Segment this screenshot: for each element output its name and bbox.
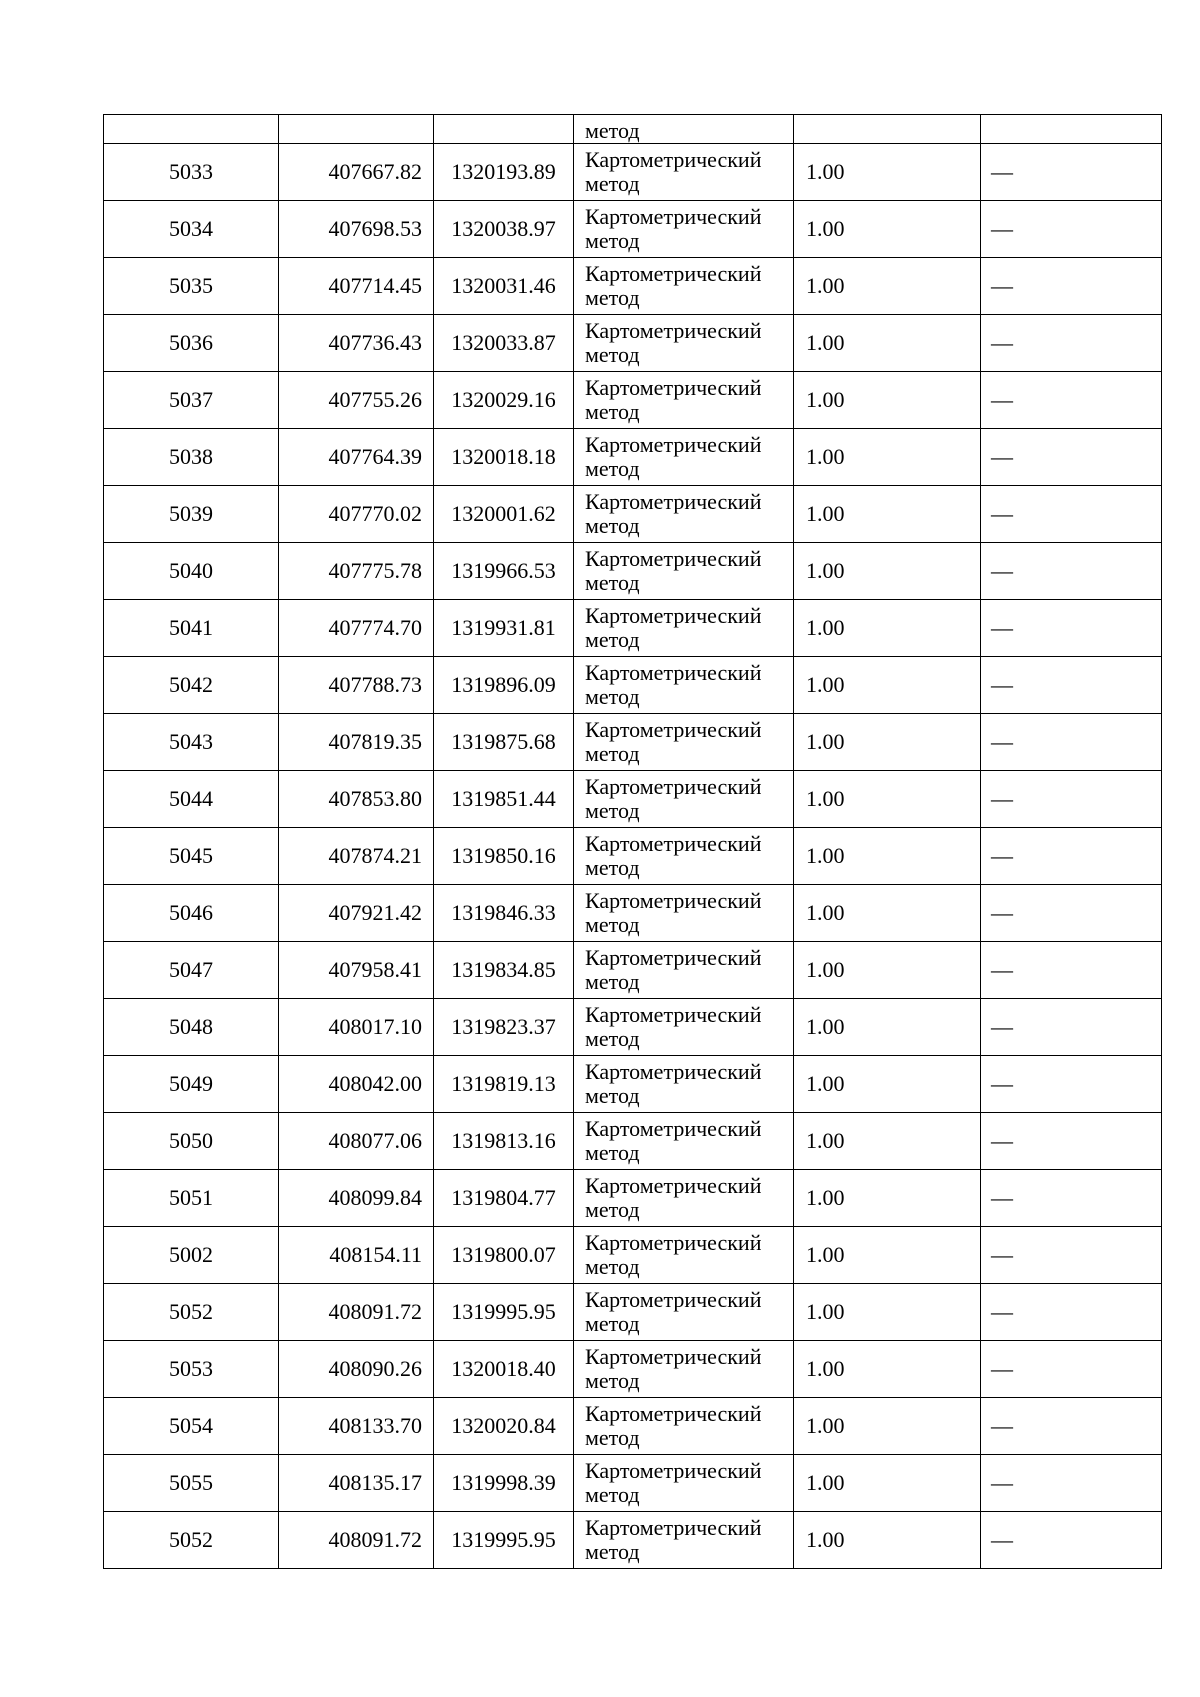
x-coordinate-cell: 407770.02 — [279, 486, 434, 543]
point-number-cell: 5041 — [104, 600, 279, 657]
precision-cell: 1.00 — [794, 1113, 981, 1170]
method-line-2: метод — [585, 798, 640, 823]
method-line-1: Картометрический — [585, 1401, 762, 1426]
method-cell — [574, 657, 794, 714]
table-row — [104, 258, 1162, 315]
description-dash: — — [991, 1413, 1013, 1438]
description-cell — [981, 1455, 1162, 1512]
method-line-2: метод — [585, 741, 640, 766]
method-line-1: Картометрический — [585, 1116, 762, 1141]
method-line-2: метод — [585, 285, 640, 310]
table-row — [104, 1170, 1162, 1227]
continuation-cell-x — [279, 115, 434, 144]
description-cell — [981, 543, 1162, 600]
method-line-2: метод — [585, 570, 640, 595]
y-coordinate-cell: 1320020.84 — [434, 1398, 574, 1455]
method-line-1: Картометрический — [585, 204, 762, 229]
x-coordinate-cell: 408133.70 — [279, 1398, 434, 1455]
method-cell — [574, 1455, 794, 1512]
description-dash: — — [991, 273, 1013, 298]
precision-cell: 1.00 — [794, 771, 981, 828]
x-coordinate-cell: 407853.80 — [279, 771, 434, 828]
y-coordinate-cell: 1319813.16 — [434, 1113, 574, 1170]
table-row — [104, 657, 1162, 714]
point-number-cell: 5052 — [104, 1284, 279, 1341]
table-row — [104, 1056, 1162, 1113]
description-cell — [981, 771, 1162, 828]
method-line-1: Картометрический — [585, 375, 762, 400]
description-cell — [981, 1227, 1162, 1284]
x-coordinate-cell: 407774.70 — [279, 600, 434, 657]
coordinates-sheet — [103, 114, 1161, 1569]
point-number-cell: 5033 — [104, 144, 279, 201]
description-dash: — — [991, 1299, 1013, 1324]
x-coordinate-cell: 407874.21 — [279, 828, 434, 885]
method-line-2: метод — [585, 1539, 640, 1564]
description-dash: — — [991, 843, 1013, 868]
method-line-2: метод — [585, 855, 640, 880]
point-number-cell: 5042 — [104, 657, 279, 714]
method-line-2: метод — [585, 1254, 640, 1279]
method-line-1: Картометрический — [585, 660, 762, 685]
x-coordinate-cell: 408017.10 — [279, 999, 434, 1056]
table-row — [104, 144, 1162, 201]
y-coordinate-cell: 1319834.85 — [434, 942, 574, 999]
method-cell — [574, 201, 794, 258]
precision-cell: 1.00 — [794, 1056, 981, 1113]
method-line-1: Картометрический — [585, 489, 762, 514]
description-cell — [981, 1113, 1162, 1170]
x-coordinate-cell: 408099.84 — [279, 1170, 434, 1227]
description-dash: — — [991, 444, 1013, 469]
continuation-cell-description — [981, 115, 1162, 144]
description-dash: — — [991, 159, 1013, 184]
x-coordinate-cell: 407775.78 — [279, 543, 434, 600]
continuation-row — [104, 115, 1162, 144]
y-coordinate-cell: 1319800.07 — [434, 1227, 574, 1284]
method-line-2: метод — [585, 171, 640, 196]
method-line-1: Картометрический — [585, 945, 762, 970]
point-number-cell: 5053 — [104, 1341, 279, 1398]
precision-cell: 1.00 — [794, 999, 981, 1056]
x-coordinate-cell: 407755.26 — [279, 372, 434, 429]
description-dash: — — [991, 1071, 1013, 1096]
y-coordinate-cell: 1319995.95 — [434, 1512, 574, 1569]
y-coordinate-cell: 1319804.77 — [434, 1170, 574, 1227]
method-line-1: Картометрический — [585, 1059, 762, 1084]
description-dash: — — [991, 1128, 1013, 1153]
x-coordinate-cell: 407667.82 — [279, 144, 434, 201]
precision-cell: 1.00 — [794, 1227, 981, 1284]
method-cell — [574, 1341, 794, 1398]
method-line-1: Картометрический — [585, 1230, 762, 1255]
precision-cell: 1.00 — [794, 885, 981, 942]
y-coordinate-cell: 1320029.16 — [434, 372, 574, 429]
method-line-2: метод — [585, 684, 640, 709]
point-number-cell: 5036 — [104, 315, 279, 372]
description-cell — [981, 201, 1162, 258]
precision-cell: 1.00 — [794, 1170, 981, 1227]
continuation-cell-method — [574, 115, 794, 144]
table-row — [104, 1455, 1162, 1512]
method-cell — [574, 600, 794, 657]
precision-cell: 1.00 — [794, 714, 981, 771]
method-line-2: метод — [585, 969, 640, 994]
precision-cell: 1.00 — [794, 486, 981, 543]
y-coordinate-cell: 1320033.87 — [434, 315, 574, 372]
method-cell — [574, 714, 794, 771]
description-dash: — — [991, 501, 1013, 526]
method-line-1: Картометрический — [585, 147, 762, 172]
method-line-1: Картометрический — [585, 261, 762, 286]
method-cell — [574, 258, 794, 315]
description-dash: — — [991, 1014, 1013, 1039]
precision-cell: 1.00 — [794, 1284, 981, 1341]
method-line-1: Картометрический — [585, 1515, 762, 1540]
point-number-cell: 5048 — [104, 999, 279, 1056]
point-number-cell: 5038 — [104, 429, 279, 486]
table-row — [104, 315, 1162, 372]
point-number-cell: 5037 — [104, 372, 279, 429]
y-coordinate-cell: 1319846.33 — [434, 885, 574, 942]
table-row — [104, 771, 1162, 828]
table-row — [104, 600, 1162, 657]
method-line-2: метод — [585, 399, 640, 424]
x-coordinate-cell: 408135.17 — [279, 1455, 434, 1512]
method-cell — [574, 999, 794, 1056]
description-dash: — — [991, 1356, 1013, 1381]
y-coordinate-cell: 1319823.37 — [434, 999, 574, 1056]
method-line-2: метод — [585, 1083, 640, 1108]
y-coordinate-cell: 1319995.95 — [434, 1284, 574, 1341]
method-line-1: Картометрический — [585, 1344, 762, 1369]
method-line-1: Картометрический — [585, 318, 762, 343]
precision-cell: 1.00 — [794, 1398, 981, 1455]
table-row — [104, 486, 1162, 543]
x-coordinate-cell: 407819.35 — [279, 714, 434, 771]
y-coordinate-cell: 1319931.81 — [434, 600, 574, 657]
x-coordinate-cell: 407698.53 — [279, 201, 434, 258]
y-coordinate-cell: 1320193.89 — [434, 144, 574, 201]
precision-cell: 1.00 — [794, 1512, 981, 1569]
description-dash: — — [991, 900, 1013, 925]
point-number-cell: 5035 — [104, 258, 279, 315]
method-line-1: Картометрический — [585, 603, 762, 628]
precision-cell: 1.00 — [794, 543, 981, 600]
x-coordinate-cell: 407714.45 — [279, 258, 434, 315]
description-dash: — — [991, 558, 1013, 583]
description-cell — [981, 1341, 1162, 1398]
table-row — [104, 1512, 1162, 1569]
method-cell — [574, 1113, 794, 1170]
x-coordinate-cell: 408154.11 — [279, 1227, 434, 1284]
method-line-1: Картометрический — [585, 1002, 762, 1027]
y-coordinate-cell: 1320031.46 — [434, 258, 574, 315]
description-dash: — — [991, 1242, 1013, 1267]
y-coordinate-cell: 1319998.39 — [434, 1455, 574, 1512]
method-cell — [574, 828, 794, 885]
description-cell — [981, 486, 1162, 543]
continuation-cell-precision — [794, 115, 981, 144]
y-coordinate-cell: 1319850.16 — [434, 828, 574, 885]
x-coordinate-cell: 408077.06 — [279, 1113, 434, 1170]
x-coordinate-cell: 407958.41 — [279, 942, 434, 999]
description-cell — [981, 942, 1162, 999]
description-dash: — — [991, 387, 1013, 412]
precision-cell: 1.00 — [794, 1341, 981, 1398]
point-number-cell: 5051 — [104, 1170, 279, 1227]
method-cell — [574, 372, 794, 429]
method-line-2: метод — [585, 228, 640, 253]
precision-cell: 1.00 — [794, 315, 981, 372]
method-cell — [574, 144, 794, 201]
x-coordinate-cell: 407736.43 — [279, 315, 434, 372]
method-cell — [574, 942, 794, 999]
method-line-2: метод — [585, 1368, 640, 1393]
table-row — [104, 828, 1162, 885]
table-row — [104, 1398, 1162, 1455]
description-cell — [981, 315, 1162, 372]
description-dash: — — [991, 1527, 1013, 1552]
y-coordinate-cell: 1319966.53 — [434, 543, 574, 600]
method-line-2: метод — [585, 1197, 640, 1222]
method-line-1: Картометрический — [585, 1458, 762, 1483]
method-line-2: метод — [585, 1026, 640, 1051]
method-line-2: метод — [585, 627, 640, 652]
description-dash: — — [991, 216, 1013, 241]
y-coordinate-cell: 1320018.18 — [434, 429, 574, 486]
description-cell — [981, 885, 1162, 942]
description-cell — [981, 1284, 1162, 1341]
method-cell — [574, 486, 794, 543]
point-number-cell: 5045 — [104, 828, 279, 885]
description-cell — [981, 714, 1162, 771]
point-number-cell: 5052 — [104, 1512, 279, 1569]
method-cell — [574, 1398, 794, 1455]
point-number-cell: 5046 — [104, 885, 279, 942]
precision-cell: 1.00 — [794, 600, 981, 657]
x-coordinate-cell: 408090.26 — [279, 1341, 434, 1398]
table-row — [104, 1113, 1162, 1170]
description-cell — [981, 600, 1162, 657]
coordinates-table-body — [104, 115, 1162, 1569]
continuation-cell-y — [434, 115, 574, 144]
table-row — [104, 372, 1162, 429]
precision-cell: 1.00 — [794, 144, 981, 201]
continuation-cell-point — [104, 115, 279, 144]
y-coordinate-cell: 1320001.62 — [434, 486, 574, 543]
method-line-1: Картометрический — [585, 831, 762, 856]
method-line-1: Картометрический — [585, 546, 762, 571]
description-cell — [981, 1056, 1162, 1113]
description-dash: — — [991, 729, 1013, 754]
point-number-cell: 5002 — [104, 1227, 279, 1284]
y-coordinate-cell: 1319851.44 — [434, 771, 574, 828]
method-line-1: Картометрический — [585, 717, 762, 742]
precision-cell: 1.00 — [794, 258, 981, 315]
table-row — [104, 714, 1162, 771]
x-coordinate-cell: 408042.00 — [279, 1056, 434, 1113]
method-tail-text: метод — [585, 118, 640, 143]
precision-cell: 1.00 — [794, 828, 981, 885]
precision-cell: 1.00 — [794, 372, 981, 429]
method-cell — [574, 543, 794, 600]
method-cell — [574, 1170, 794, 1227]
table-row — [104, 1341, 1162, 1398]
y-coordinate-cell: 1319875.68 — [434, 714, 574, 771]
point-number-cell: 5043 — [104, 714, 279, 771]
precision-cell: 1.00 — [794, 942, 981, 999]
point-number-cell: 5050 — [104, 1113, 279, 1170]
method-cell — [574, 1512, 794, 1569]
point-number-cell: 5044 — [104, 771, 279, 828]
x-coordinate-cell: 408091.72 — [279, 1512, 434, 1569]
description-cell — [981, 1398, 1162, 1455]
description-cell — [981, 657, 1162, 714]
table-row — [104, 885, 1162, 942]
method-line-2: метод — [585, 342, 640, 367]
point-number-cell: 5047 — [104, 942, 279, 999]
point-number-cell: 5049 — [104, 1056, 279, 1113]
description-cell — [981, 258, 1162, 315]
precision-cell: 1.00 — [794, 429, 981, 486]
x-coordinate-cell: 407764.39 — [279, 429, 434, 486]
method-line-2: метод — [585, 456, 640, 481]
point-number-cell: 5040 — [104, 543, 279, 600]
x-coordinate-cell: 407921.42 — [279, 885, 434, 942]
description-dash: — — [991, 615, 1013, 640]
description-cell — [981, 372, 1162, 429]
description-cell — [981, 429, 1162, 486]
precision-cell: 1.00 — [794, 201, 981, 258]
method-line-1: Картометрический — [585, 1173, 762, 1198]
y-coordinate-cell: 1320018.40 — [434, 1341, 574, 1398]
description-cell — [981, 144, 1162, 201]
method-line-2: метод — [585, 1482, 640, 1507]
method-cell — [574, 771, 794, 828]
x-coordinate-cell: 407788.73 — [279, 657, 434, 714]
precision-cell: 1.00 — [794, 657, 981, 714]
table-row — [104, 543, 1162, 600]
method-line-1: Картометрический — [585, 1287, 762, 1312]
method-line-1: Картометрический — [585, 432, 762, 457]
point-number-cell: 5054 — [104, 1398, 279, 1455]
point-number-cell: 5034 — [104, 201, 279, 258]
method-cell — [574, 1284, 794, 1341]
description-dash: — — [991, 1470, 1013, 1495]
method-cell — [574, 315, 794, 372]
method-line-2: метод — [585, 1311, 640, 1336]
table-row — [104, 999, 1162, 1056]
description-cell — [981, 999, 1162, 1056]
point-number-cell: 5055 — [104, 1455, 279, 1512]
description-dash: — — [991, 1185, 1013, 1210]
point-number-cell: 5039 — [104, 486, 279, 543]
y-coordinate-cell: 1319819.13 — [434, 1056, 574, 1113]
table-row — [104, 429, 1162, 486]
table-row — [104, 942, 1162, 999]
precision-cell: 1.00 — [794, 1455, 981, 1512]
table-row — [104, 1227, 1162, 1284]
description-dash: — — [991, 672, 1013, 697]
description-dash: — — [991, 957, 1013, 982]
method-cell — [574, 1227, 794, 1284]
description-dash: — — [991, 786, 1013, 811]
method-line-2: метод — [585, 513, 640, 538]
method-cell — [574, 1056, 794, 1113]
description-dash: — — [991, 330, 1013, 355]
y-coordinate-cell: 1320038.97 — [434, 201, 574, 258]
method-line-1: Картометрический — [585, 888, 762, 913]
method-line-2: метод — [585, 1140, 640, 1165]
x-coordinate-cell: 408091.72 — [279, 1284, 434, 1341]
method-line-2: метод — [585, 1425, 640, 1450]
method-cell — [574, 429, 794, 486]
table-row — [104, 201, 1162, 258]
method-line-2: метод — [585, 912, 640, 937]
description-cell — [981, 1512, 1162, 1569]
description-cell — [981, 828, 1162, 885]
method-cell — [574, 885, 794, 942]
y-coordinate-cell: 1319896.09 — [434, 657, 574, 714]
coordinates-table — [103, 114, 1162, 1569]
description-cell — [981, 1170, 1162, 1227]
method-line-1: Картометрический — [585, 774, 762, 799]
table-row — [104, 1284, 1162, 1341]
